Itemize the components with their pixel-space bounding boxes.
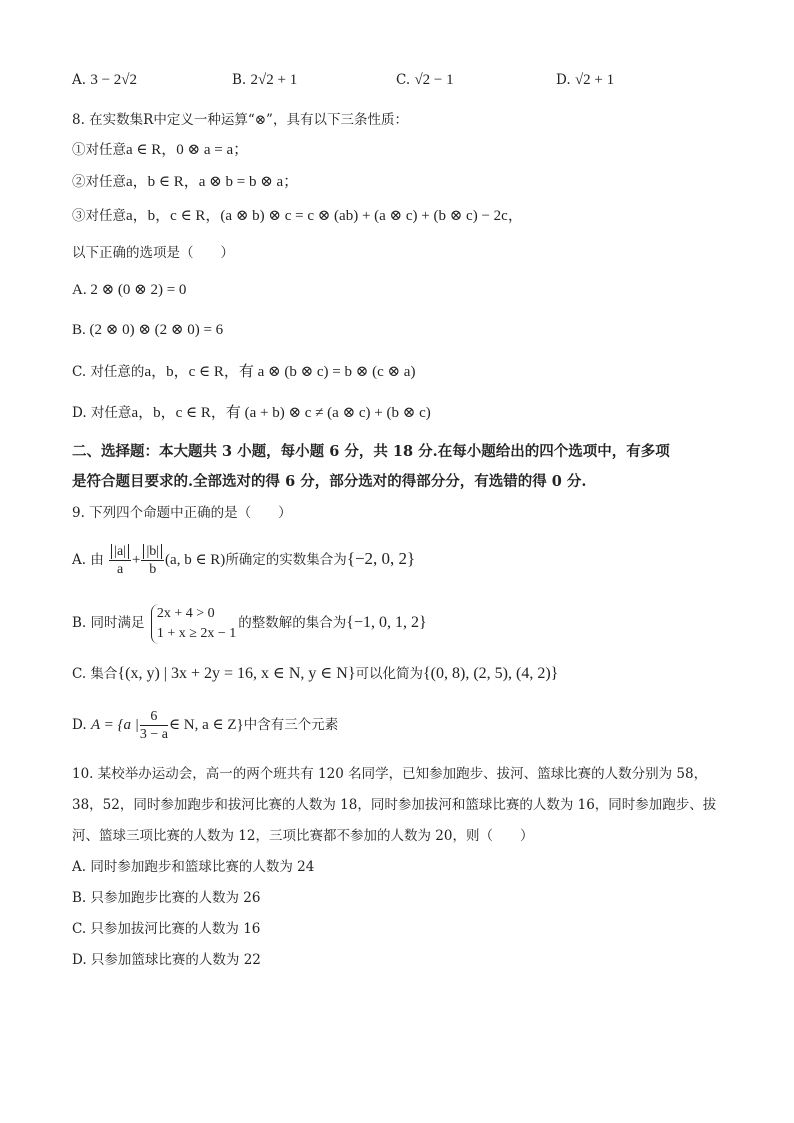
q10-stem-line-2: 38，52，同时参加跑步和拔河比赛的人数为 18，同时参加拔河和篮球比赛的人数为 16，同时参加跑步、拔 [72,797,717,813]
q7-option-a[interactable] [72,72,137,89]
q9-option-c-prefix: C. 集合 [72,666,118,682]
q9-stem: 9. 下列四个命题中正确的是（ ） [72,505,292,521]
q8-option-c-text: C. 对任意的 [72,364,145,380]
q9-option-c-middle-text: 可以化简为 [355,666,423,682]
q9-option-a-fraction-1-denominator: a [116,562,124,577]
q7-option-c-expr: √2 − 1 [414,72,454,88]
q9-option-a-plus: + [131,552,141,568]
q9-option-a-fraction-2 [141,543,164,578]
q8-option-b[interactable]: B. (2 ⊗ 0) ⊗ (2 ⊗ 0) = 6 [72,322,224,338]
q7-option-c-label: C. [396,72,411,88]
q8-property-3-text: ③对任意 [72,208,126,224]
q7-option-d[interactable] [556,72,614,89]
q9-option-a-prefix: A. 由 [72,552,104,568]
q9-option-d-numerator: 6 [140,708,168,726]
q10-option-c[interactable]: C. 只参加拔河比赛的人数为 16 [72,921,261,937]
q9-option-a-middle-text: 所确定的实数集合为 [225,552,347,568]
q8-option-d[interactable] [72,403,431,423]
q8-option-d-math: a，b，c ∈ R，有 (a + b) ⊗ c ≠ (a ⊗ c) + (b ⊗ c) [131,405,431,421]
q9-option-b-inequality-1: 2x + 4 > 0 [156,605,215,621]
q10-stem-line-1: 10. 某校举办运动会，高一的两个班共有 120 名同学，已知参加跑步、拔河、篮球比赛的人数分别为 58， [72,766,708,782]
q9-option-a-condition: (a, b ∈ R) [165,552,226,568]
q7-option-b-label: B. [232,72,247,88]
q10-stem-line-3: 河、篮球三项比赛的人数为 12，三项比赛都不参加的人数为 20，则（ ） [72,828,534,844]
q9-option-b-prefix: B. 同时满足 [72,615,145,631]
q8-option-c-math: a，b，c ∈ R，有 a ⊗ (b ⊗ c) = b ⊗ (c ⊗ a) [144,364,416,380]
q8-option-a[interactable]: A. 2 ⊗ (0 ⊗ 2) = 0 [72,282,187,298]
q8-option-c[interactable] [72,362,415,382]
q8-property-1 [72,140,248,160]
q10-option-a[interactable]: A. 同时参加跑步和篮球比赛的人数为 24 [72,859,315,875]
q9-option-a-fraction-1-numerator: |a| [111,544,129,559]
q9-option-d-lhs: A = {a | [90,717,139,733]
q9-option-c[interactable] [72,664,558,684]
q9-option-c-set: {(x, y) | 3x + 2y = 16, x ∈ N, y ∈ N} [117,665,356,682]
q9-option-c-result: {(0, 8), (2, 5), (4, 2)} [423,665,559,682]
q8-property-2 [72,172,298,192]
q7-option-d-expr: √2 + 1 [574,72,615,88]
q9-option-d[interactable] [72,703,338,747]
q9-option-d-prefix: D. [72,717,87,733]
q9-option-d-rhs: ∈ N, a ∈ Z} [168,717,244,733]
q9-option-d-denominator: 3 − a [139,727,168,742]
q9-option-a-fraction-2-numerator: |b| [143,544,162,559]
q7-option-c[interactable] [396,72,454,89]
q9-option-d-suffix: 中含有三个元素 [243,717,339,733]
q8-property-2-math: a，b ∈ R，a ⊗ b = b ⊗ a； [126,174,299,190]
q9-option-a-fraction-1 [109,543,131,578]
q8-property-1-text: ①对任意 [72,142,126,158]
q8-option-d-text: D. 对任意 [72,405,132,421]
q8-property-3-math: a，b，c ∈ R，(a ⊗ b) ⊗ c = c ⊗ (ab) + (a ⊗ c) + (b ⊗ c) − 2c， [126,208,523,224]
section-2-heading-line-1: 二、选择题：本大题共 3 小题，每小题 6 分，共 18 分.在每小题给出的四个选项中，有多项 [72,443,670,460]
q10-option-d[interactable]: D. 只参加篮球比赛的人数为 22 [72,952,261,968]
q7-option-b[interactable] [232,72,297,89]
q8-stem: 8. 在实数集R中定义一种运算“⊗”，具有以下三条性质： [72,112,408,128]
q10-option-b[interactable]: B. 只参加跑步比赛的人数为 26 [72,890,261,906]
q9-option-d-fraction [140,708,168,743]
section-2-heading-line-2: 是符合题目要求的.全部选对的得 6 分，部分选对的得部分分，有选错的得 0 分. [72,473,587,490]
q9-option-a-fraction-2-denominator: b [149,562,157,577]
q9-option-b-middle-text: 的整数解的集合为 [238,615,347,631]
q8-property-1-math: a ∈ R，0 ⊗ a = a； [126,142,249,158]
q9-option-b[interactable] [72,601,427,645]
q7-option-a-expr: 3 − 2√2 [90,72,138,88]
q9-option-b-inequality-system [151,604,236,644]
q9-option-b-set: {−1, 0, 1, 2} [346,614,427,631]
q8-ask: 以下正确的选项是（ ） [72,245,234,261]
q8-property-3 [72,206,523,226]
q9-option-a-set: {−2, 0, 2} [346,549,416,568]
q9-option-a[interactable] [72,537,415,582]
q9-option-b-inequality-2: 1 + x ≥ 2x − 1 [156,625,237,641]
q7-option-a-label: A. [72,72,87,88]
q7-option-b-expr: 2√2 + 1 [250,72,298,88]
q8-property-2-text: ②对任意 [72,174,126,190]
q7-option-d-label: D. [556,72,571,88]
